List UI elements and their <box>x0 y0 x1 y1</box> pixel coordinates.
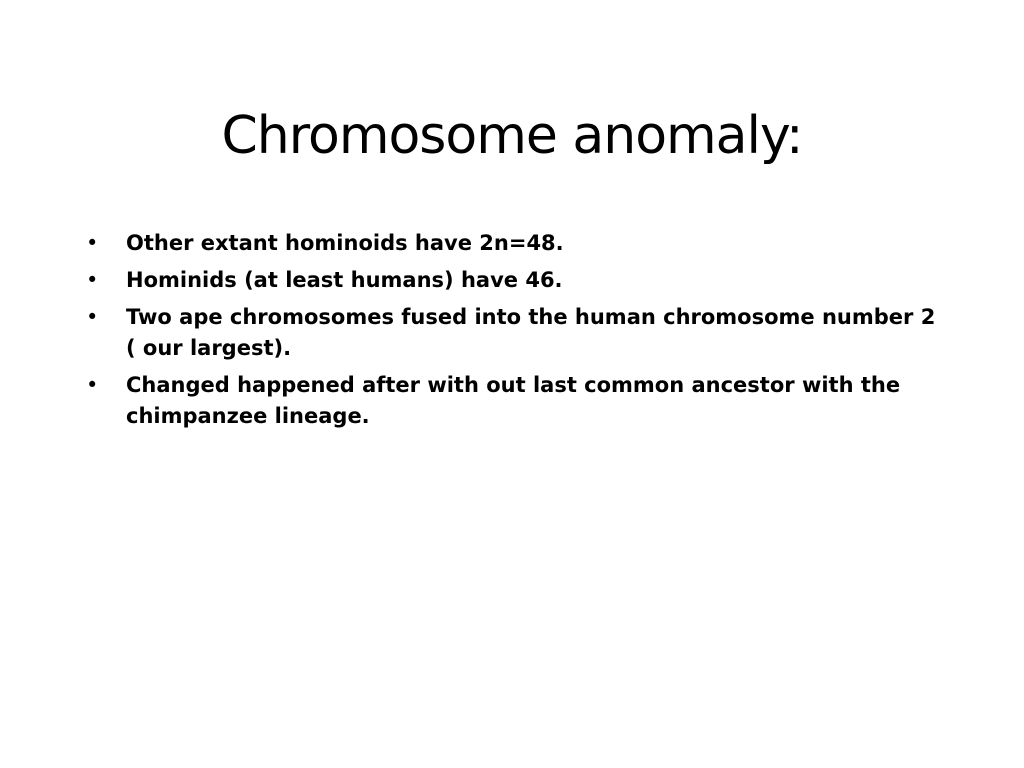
bullet-text: Hominids (at least humans) have 46. <box>126 268 563 292</box>
bullet-icon: • <box>86 305 99 329</box>
bullet-list <box>86 228 946 438</box>
bullet-text: Changed happened after with out last common ancestor with the chimpanzee lineage. <box>126 373 901 428</box>
slide-title: Chromosome anomaly: <box>221 106 803 166</box>
bullet-icon: • <box>86 231 99 255</box>
bullet-text: Other extant hominoids have 2n=48. <box>126 231 564 255</box>
bullet-text: Two ape chromosomes fused into the human chromosome number 2 ( our largest). <box>126 305 936 360</box>
bullet-item <box>86 265 946 296</box>
bullet-item <box>86 228 946 259</box>
bullet-item <box>86 302 946 364</box>
bullet-icon: • <box>86 373 99 397</box>
bullet-item <box>86 370 946 432</box>
bullet-icon: • <box>86 268 99 292</box>
